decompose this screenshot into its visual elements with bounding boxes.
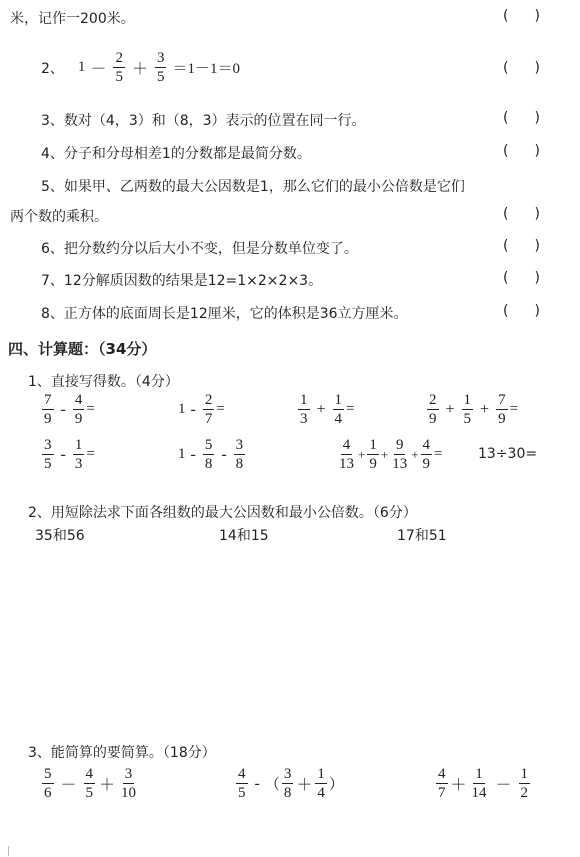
fraction-5-8: $\frac{5}{8}$: [204, 437, 213, 472]
fraction-1-14: $\frac{1}{14}$: [471, 766, 487, 801]
minus-sign: －: [90, 61, 107, 78]
answer-paren-8[interactable]: ( ): [503, 303, 540, 319]
fraction-9-13: $\frac{9}{13}$: [392, 437, 408, 472]
fraction-4-13: $\frac{4}{13}$: [339, 437, 354, 472]
calc-6: 1 - $\frac{5}{8}$ - $\frac{3}{8}$: [178, 437, 244, 472]
fraction-1-4-b: $\frac{1}{4}$: [317, 766, 325, 801]
answer-paren-4[interactable]: ( ): [503, 143, 540, 159]
pair-2: 14和15: [219, 528, 269, 544]
calc-2: 1 - $\frac{2}{7}$ =: [178, 392, 225, 427]
fraction-2-5: $\frac{2}{5}$: [115, 50, 123, 85]
plus-sign: ＋: [131, 61, 148, 78]
calc-1: $\frac{7}{9}$ - $\frac{4}{9}$ =: [44, 392, 95, 427]
fraction-1-3: $\frac{1}{3}$: [300, 392, 308, 427]
pair-3: 17和51: [397, 528, 447, 544]
calc-4: $\frac{2}{9}$ + $\frac{1}{5}$ + $\frac{7}{9}$ =: [429, 392, 519, 427]
judge-item-7: 7、12分解质因数的结果是12=1×2×2×3。: [41, 273, 323, 289]
answer-paren-6[interactable]: ( ): [503, 238, 540, 254]
equation-tail: ＝1－1＝0: [172, 61, 240, 77]
fraction-3-5: $\frac{3}{5}$: [156, 50, 165, 85]
fraction-1-5: $\frac{1}{5}$: [463, 392, 472, 427]
calc-8: 13÷30=: [478, 446, 538, 462]
judge-item-1: 米，记作一200米。: [10, 11, 135, 27]
fraction-3-8-b: $\frac{3}{8}$: [283, 766, 292, 801]
judge-item-4: 4、分子和分母相差1的分数都是最简分数。: [41, 146, 311, 162]
judge-item-5: 5、如果甲、乙两数的最大公因数是1，那么它们的最小公倍数是它们: [41, 179, 465, 195]
simplify-3: $\frac{4}{7}$ ＋ $\frac{1}{14}$ － $\frac{1}{2}$: [438, 766, 529, 801]
fraction-4-5: $\frac{4}{5}$: [85, 766, 94, 801]
judge-item-2: [41, 50, 240, 85]
answer-paren-7[interactable]: ( ): [503, 270, 540, 286]
pair-1: 35和56: [35, 528, 85, 544]
calc-3: $\frac{1}{3}$ + $\frac{1}{4}$ =: [300, 392, 355, 427]
calc-5: $\frac{3}{5}$ - $\frac{1}{3}$ =: [44, 437, 95, 472]
section-title: 四、计算题：（34分）: [8, 340, 157, 358]
answer-paren-3[interactable]: ( ): [503, 110, 540, 126]
fraction-4-5-b: $\frac{4}{5}$: [238, 766, 246, 801]
answer-paren-1[interactable]: ( ): [503, 8, 540, 24]
item-number: 2、: [41, 60, 64, 77]
fraction-1-2: $\frac{1}{2}$: [520, 766, 529, 801]
question-1-title: 1、直接写得数。（4分）: [28, 374, 179, 390]
fraction-1-3-b: $\frac{1}{3}$: [74, 437, 83, 472]
fraction-3-10: $\frac{3}{10}$: [121, 766, 137, 801]
fraction-4-7: $\frac{4}{7}$: [438, 766, 446, 801]
fraction-2-9: $\frac{2}{9}$: [429, 392, 437, 427]
fraction-4-9-b: $\frac{4}{9}$: [422, 437, 431, 472]
simplify-2: $\frac{4}{5}$ - （ $\frac{3}{8}$ ＋ $\frac{1}{4}$ ）: [238, 766, 344, 801]
simplify-1: $\frac{5}{6}$ － $\frac{4}{5}$ ＋ $\frac{3}{10}$: [44, 766, 137, 801]
fraction-4-9: $\frac{4}{9}$: [74, 392, 83, 427]
fraction-7-9-b: $\frac{7}{9}$: [498, 392, 506, 427]
fraction-2-7: $\frac{2}{7}$: [204, 392, 213, 427]
judge-item-3: 3、数对（4，3）和（8，3）表示的位置在同一行。: [41, 113, 366, 129]
answer-paren-5[interactable]: ( ): [503, 206, 540, 222]
answer-paren-2[interactable]: ( ): [503, 60, 540, 76]
fraction-3-5-b: $\frac{3}{5}$: [44, 437, 52, 472]
calc-7: $\frac{4}{13}$ + $\frac{1}{9}$ + $\frac{9}{13}$ + $\frac{4}{9}$ =: [339, 437, 443, 472]
fraction-5-6: $\frac{5}{6}$: [44, 766, 52, 801]
number-one: 1: [77, 59, 86, 75]
fraction-7-9: $\frac{7}{9}$: [44, 392, 52, 427]
fraction-3-8: $\frac{3}{8}$: [235, 437, 244, 472]
fraction-1-4: $\frac{1}{4}$: [334, 392, 343, 427]
question-3-title: 3、能简算的要简算。（18分）: [28, 745, 216, 761]
fraction-1-9: $\frac{1}{9}$: [369, 437, 377, 472]
judge-item-6: 6、把分数约分以后大小不变，但是分数单位变了。: [41, 241, 358, 257]
page-edge-mark: [8, 846, 9, 856]
judge-item-5-cont: 两个数的乘积。: [10, 209, 108, 225]
question-2-title: 2、用短除法求下面各组数的最大公因数和最小公倍数。（6分）: [28, 505, 417, 521]
judge-item-8: 8、正方体的底面周长是12厘米，它的体积是36立方厘米。: [41, 306, 408, 322]
